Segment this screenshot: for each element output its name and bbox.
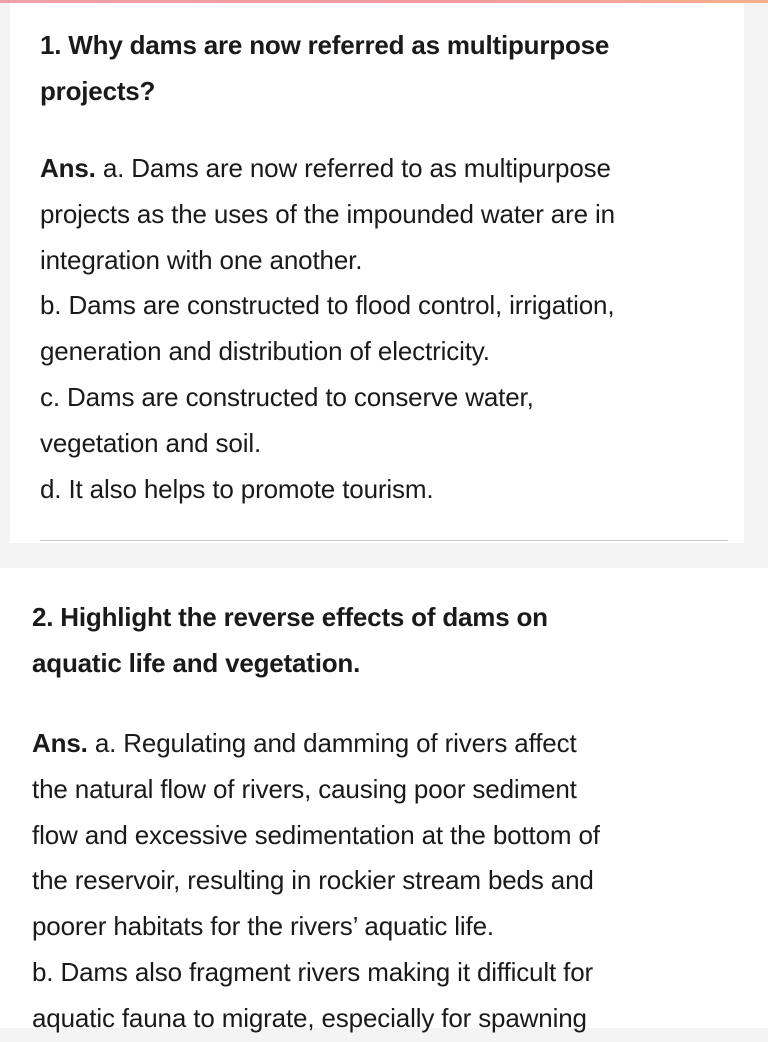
answer-2-line-1	[32, 721, 600, 767]
question-1-heading	[40, 22, 609, 114]
answer-1-line-4: b. Dams are constructed to flood control, irrigation,	[40, 290, 615, 321]
answer-1-line-7: vegetation and soil.	[40, 427, 262, 458]
question-1-line-2: projects?	[40, 76, 156, 106]
answer-1-text	[40, 146, 615, 512]
answer-2-label: Ans.	[32, 728, 88, 758]
answer-1-line-1	[40, 146, 615, 192]
question-2-line-2: aquatic life and vegetation.	[32, 648, 361, 678]
answer-2-line-4: the reservoir, resulting in rockier stream beds and	[32, 865, 594, 896]
question-2-line-1: 2. Highlight the reverse effects of dams on	[32, 602, 548, 632]
answer-2-line-2: the natural flow of rivers, causing poor sediment	[32, 773, 577, 804]
question-2-heading	[32, 594, 548, 686]
answer-1-line-2: projects as the uses of the impounded water are in	[40, 198, 615, 229]
section-divider	[40, 540, 728, 541]
question-1-line-1: 1. Why dams are now referred as multipurpose	[40, 30, 610, 60]
answer-2-line-7: aquatic fauna to migrate, especially for spawning	[32, 1002, 587, 1033]
answer-1-first-line: a. Dams are now referred to as multipurpose	[95, 153, 611, 183]
answer-2-first-line: a. Regulating and damming of rivers affect	[87, 728, 577, 758]
answer-1-line-8: d. It also helps to promote tourism.	[40, 473, 434, 504]
answer-1-label: Ans.	[40, 153, 96, 183]
answer-1-line-5: generation and distribution of electricity.	[40, 336, 490, 367]
answer-1-line-6: c. Dams are constructed to conserve water,	[40, 381, 534, 412]
answer-2-line-5: poorer habitats for the rivers’ aquatic life.	[32, 911, 494, 942]
answer-2-line-6: b. Dams also fragment rivers making it difficult for	[32, 956, 594, 987]
answer-1-line-3: integration with one another.	[40, 244, 363, 275]
answer-2-line-3: flow and excessive sedimentation at the bottom of	[32, 819, 600, 850]
answer-2-text	[32, 721, 600, 1042]
